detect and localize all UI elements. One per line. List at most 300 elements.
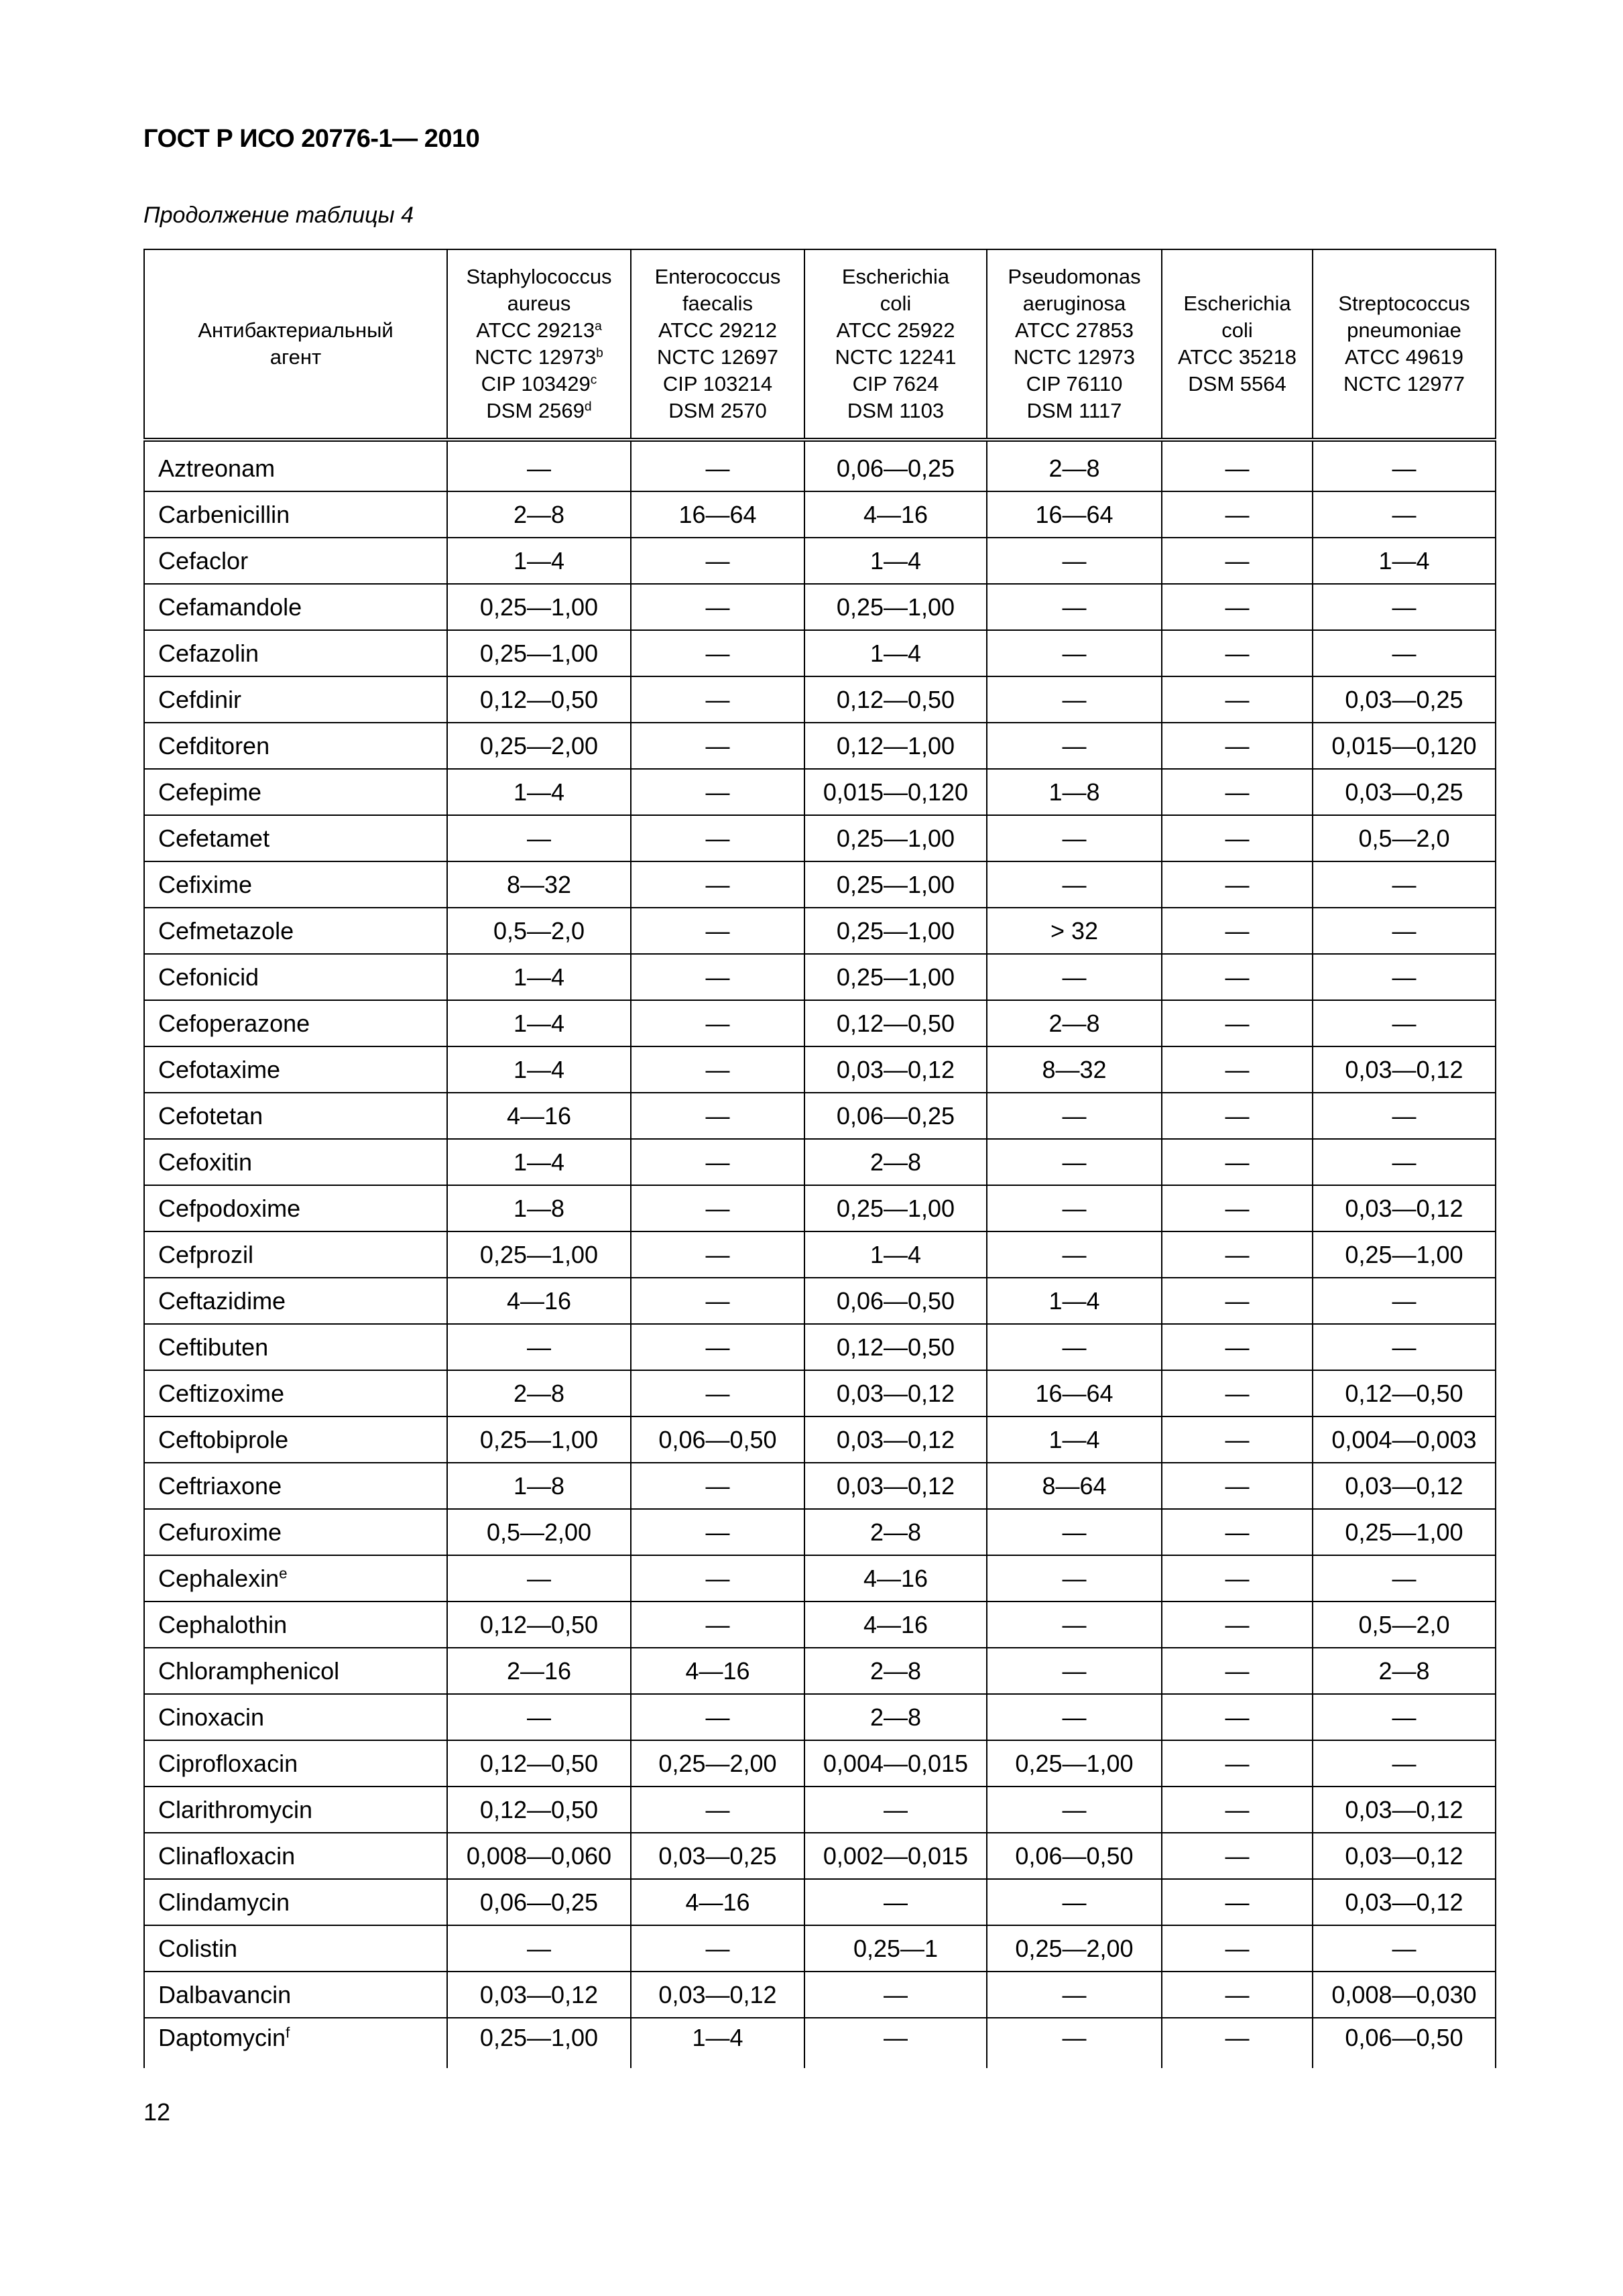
agent-name: Cephalexin xyxy=(158,1564,280,1592)
range-value-cell: — xyxy=(1162,1046,1313,1093)
agent-column-header xyxy=(144,249,447,440)
table-row xyxy=(144,954,1496,1000)
agent-name: Colistin xyxy=(158,1934,238,1962)
table-row xyxy=(144,630,1496,676)
range-value-cell: 0,12—1,00 xyxy=(804,723,987,769)
range-value-cell: — xyxy=(987,1324,1162,1370)
agent-name-cell xyxy=(144,1093,447,1139)
mic-ranges-table xyxy=(143,249,1496,2068)
organism-header-line xyxy=(987,317,1161,344)
agent-name-cell xyxy=(144,538,447,584)
range-value-cell: 0,12—0,50 xyxy=(447,1787,631,1833)
range-value-cell: 0,12—0,50 xyxy=(1313,1370,1496,1416)
organism-header-line xyxy=(448,398,630,424)
range-value-cell: 0,25—1,00 xyxy=(447,2018,631,2068)
range-value-cell: — xyxy=(1313,1093,1496,1139)
range-value-cell: 0,03—0,12 xyxy=(804,1370,987,1416)
range-value-cell: 0,25—1,00 xyxy=(447,1416,631,1463)
footnote-marker: d xyxy=(584,400,592,414)
range-value-cell: > 32 xyxy=(987,908,1162,954)
footnote-marker: c xyxy=(590,373,597,387)
agent-name: Ciprofloxacin xyxy=(158,1749,298,1777)
range-value-cell: 0,03—0,12 xyxy=(1313,1463,1496,1509)
agent-header-line: Антибактериальный xyxy=(198,318,394,342)
agent-name-cell xyxy=(144,1463,447,1509)
agent-name: Ceftriaxone xyxy=(158,1471,282,1500)
header-line-text: Enterococcus xyxy=(654,265,781,288)
table-row xyxy=(144,538,1496,584)
range-value-cell: — xyxy=(987,1602,1162,1648)
organism-header-line xyxy=(632,371,804,398)
range-value-cell: — xyxy=(1162,1740,1313,1787)
range-value-cell: — xyxy=(987,676,1162,723)
range-value-cell: 0,25—1,00 xyxy=(447,584,631,630)
range-value-cell: — xyxy=(987,1139,1162,1185)
organism-header-line xyxy=(805,398,986,424)
range-value-cell: 2—8 xyxy=(1313,1648,1496,1694)
header-line-text: aeruginosa xyxy=(1022,292,1126,315)
agent-name-cell xyxy=(144,1000,447,1046)
organism-header-line xyxy=(987,344,1161,371)
range-value-cell: 0,008—0,030 xyxy=(1313,1972,1496,2018)
range-value-cell: 1—8 xyxy=(447,1185,631,1231)
range-value-cell: — xyxy=(631,538,804,584)
header-line-text: NCTC 12697 xyxy=(657,345,778,369)
range-value-cell: 0,015—0,120 xyxy=(804,769,987,815)
range-value-cell: — xyxy=(1162,538,1313,584)
range-value-cell: — xyxy=(631,1694,804,1740)
table-row xyxy=(144,1509,1496,1555)
agent-name: Cefazolin xyxy=(158,639,259,667)
range-value-cell: 0,06—0,50 xyxy=(631,1416,804,1463)
range-value-cell: 16—64 xyxy=(987,491,1162,538)
range-value-cell: 2—8 xyxy=(804,1694,987,1740)
header-line-text: CIP 76110 xyxy=(1026,372,1123,396)
range-value-cell: — xyxy=(1313,861,1496,908)
range-value-cell: — xyxy=(631,1463,804,1509)
range-value-cell: 0,5—2,0 xyxy=(1313,815,1496,861)
header-line-text: Pseudomonas xyxy=(1008,265,1141,288)
agent-name-cell xyxy=(144,1185,447,1231)
table-row xyxy=(144,440,1496,491)
range-value-cell: — xyxy=(447,1324,631,1370)
organism-header-line xyxy=(1162,371,1312,398)
agent-name-cell xyxy=(144,723,447,769)
table-header-row xyxy=(144,249,1496,440)
agent-name-cell xyxy=(144,1509,447,1555)
agent-name-cell xyxy=(144,2018,447,2068)
range-value-cell: 0,03—0,12 xyxy=(447,1972,631,2018)
range-value-cell: — xyxy=(1162,1370,1313,1416)
table-body xyxy=(144,440,1496,2068)
range-value-cell: 0,5—2,00 xyxy=(447,1509,631,1555)
range-value-cell: — xyxy=(987,1787,1162,1833)
table-caption: Продолжение таблицы 4 xyxy=(143,202,414,228)
range-value-cell: — xyxy=(987,584,1162,630)
organism-header-line xyxy=(448,317,630,344)
range-value-cell: 1—4 xyxy=(447,1139,631,1185)
range-value-cell: 0,06—0,50 xyxy=(804,1278,987,1324)
organism-header-line xyxy=(1162,290,1312,317)
range-value-cell: 1—4 xyxy=(631,2018,804,2068)
table-row xyxy=(144,861,1496,908)
range-value-cell: 0,03—0,12 xyxy=(631,1972,804,2018)
range-value-cell: — xyxy=(631,954,804,1000)
range-value-cell: — xyxy=(1313,1278,1496,1324)
agent-name: Cefpodoxime xyxy=(158,1194,301,1222)
range-value-cell: — xyxy=(631,1324,804,1370)
header-line-text: ATCC 29213 xyxy=(476,318,595,342)
agent-name: Cinoxacin xyxy=(158,1703,265,1731)
agent-name-cell xyxy=(144,1694,447,1740)
organism-header-line xyxy=(805,263,986,290)
range-value-cell: — xyxy=(1162,1185,1313,1231)
header-line-text: ATCC 29212 xyxy=(658,318,777,342)
agent-name: Cefonicid xyxy=(158,963,259,991)
range-value-cell: 0,06—0,50 xyxy=(987,1833,1162,1879)
range-value-cell: — xyxy=(1313,1555,1496,1602)
range-value-cell: — xyxy=(1313,630,1496,676)
range-value-cell: — xyxy=(987,1648,1162,1694)
organism-header-line xyxy=(987,263,1161,290)
agent-name-cell xyxy=(144,1370,447,1416)
range-value-cell: — xyxy=(631,440,804,491)
table-row xyxy=(144,1231,1496,1278)
agent-name-cell xyxy=(144,954,447,1000)
table-row xyxy=(144,1370,1496,1416)
organism-header-line xyxy=(632,290,804,317)
range-value-cell: 4—16 xyxy=(447,1278,631,1324)
range-value-cell: 0,12—0,50 xyxy=(447,1740,631,1787)
range-value-cell: — xyxy=(987,1694,1162,1740)
agent-name: Carbenicillin xyxy=(158,500,290,528)
header-line-text: DSM 2569 xyxy=(486,399,585,422)
range-value-cell: — xyxy=(1313,440,1496,491)
range-value-cell: — xyxy=(1162,584,1313,630)
footnote-marker: b xyxy=(596,346,603,361)
range-value-cell: — xyxy=(1162,769,1313,815)
range-value-cell: 2—8 xyxy=(987,1000,1162,1046)
range-value-cell: — xyxy=(804,1879,987,1925)
range-value-cell: — xyxy=(987,815,1162,861)
table-row xyxy=(144,1555,1496,1602)
agent-name-cell xyxy=(144,1833,447,1879)
range-value-cell: — xyxy=(1162,2018,1313,2068)
agent-name-cell xyxy=(144,630,447,676)
range-value-cell: — xyxy=(1162,1463,1313,1509)
agent-name-cell xyxy=(144,1324,447,1370)
range-value-cell: 1—4 xyxy=(447,954,631,1000)
agent-name: Clindamycin xyxy=(158,1888,290,1916)
range-value-cell: — xyxy=(987,1231,1162,1278)
range-value-cell: — xyxy=(631,908,804,954)
agent-name-cell xyxy=(144,815,447,861)
agent-name: Clarithromycin xyxy=(158,1795,313,1823)
range-value-cell: — xyxy=(1162,861,1313,908)
range-value-cell: — xyxy=(1313,584,1496,630)
range-value-cell: 2—8 xyxy=(804,1139,987,1185)
range-value-cell: 0,015—0,120 xyxy=(1313,723,1496,769)
range-value-cell: — xyxy=(631,1046,804,1093)
range-value-cell: 0,25—2,00 xyxy=(987,1925,1162,1972)
organism-header-line xyxy=(805,371,986,398)
table-row xyxy=(144,676,1496,723)
range-value-cell: 1—8 xyxy=(987,769,1162,815)
range-value-cell: — xyxy=(1162,1787,1313,1833)
range-value-cell: 0,25—1,00 xyxy=(1313,1231,1496,1278)
agent-name-cell xyxy=(144,440,447,491)
range-value-cell: — xyxy=(1313,954,1496,1000)
range-value-cell: 2—8 xyxy=(804,1509,987,1555)
header-line-text: aureus xyxy=(507,292,571,315)
range-value-cell: — xyxy=(804,1787,987,1833)
range-value-cell: 0,06—0,25 xyxy=(804,440,987,491)
agent-name-cell xyxy=(144,1278,447,1324)
range-value-cell: 0,25—1,00 xyxy=(804,954,987,1000)
organism-header-line xyxy=(448,371,630,398)
range-value-cell: 1—4 xyxy=(804,1231,987,1278)
table-row xyxy=(144,1278,1496,1324)
range-value-cell: 0,03—0,12 xyxy=(804,1046,987,1093)
table-row xyxy=(144,1463,1496,1509)
range-value-cell: 1—4 xyxy=(447,1000,631,1046)
agent-name: Daptomycin xyxy=(158,2024,286,2051)
header-line-text: NCTC 12973 xyxy=(475,345,597,369)
range-value-cell: 0,25—1,00 xyxy=(987,1740,1162,1787)
agent-name: Chloramphenicol xyxy=(158,1656,340,1685)
range-value-cell: — xyxy=(1162,1093,1313,1139)
header-line-text: ATCC 49619 xyxy=(1345,345,1463,369)
range-value-cell: 1—4 xyxy=(987,1278,1162,1324)
range-value-cell: — xyxy=(631,584,804,630)
range-value-cell: — xyxy=(631,1278,804,1324)
range-value-cell: — xyxy=(631,861,804,908)
agent-name: Aztreonam xyxy=(158,454,276,482)
table-row xyxy=(144,815,1496,861)
range-value-cell: 2—8 xyxy=(987,440,1162,491)
range-value-cell: 0,002—0,015 xyxy=(804,1833,987,1879)
agent-name-cell xyxy=(144,1231,447,1278)
range-value-cell: 0,06—0,25 xyxy=(804,1093,987,1139)
agent-name-cell xyxy=(144,1787,447,1833)
range-value-cell: — xyxy=(1313,491,1496,538)
range-value-cell: 0,03—0,25 xyxy=(1313,676,1496,723)
range-value-cell: — xyxy=(447,1925,631,1972)
range-value-cell: — xyxy=(1162,1000,1313,1046)
range-value-cell: 0,25—1,00 xyxy=(804,1185,987,1231)
range-value-cell: 0,03—0,12 xyxy=(1313,1787,1496,1833)
range-value-cell: — xyxy=(447,1555,631,1602)
agent-name-cell xyxy=(144,1648,447,1694)
table-row xyxy=(144,1972,1496,2018)
range-value-cell: — xyxy=(987,861,1162,908)
agent-name-cell xyxy=(144,1740,447,1787)
range-value-cell: — xyxy=(631,1231,804,1278)
range-value-cell: — xyxy=(631,1000,804,1046)
agent-name-cell xyxy=(144,1602,447,1648)
header-line-text: NCTC 12241 xyxy=(835,345,957,369)
agent-name: Ceftazidime xyxy=(158,1286,286,1315)
range-value-cell: — xyxy=(1313,1324,1496,1370)
range-value-cell: — xyxy=(987,1555,1162,1602)
range-value-cell: — xyxy=(1162,1833,1313,1879)
range-value-cell: — xyxy=(1162,1278,1313,1324)
range-value-cell: — xyxy=(1162,630,1313,676)
table-row xyxy=(144,723,1496,769)
agent-name: Cefepime xyxy=(158,778,262,806)
range-value-cell: — xyxy=(631,769,804,815)
agent-name-cell xyxy=(144,769,447,815)
header-line-text: pneumoniae xyxy=(1347,318,1461,342)
range-value-cell: 0,004—0,015 xyxy=(804,1740,987,1787)
range-value-cell: 1—4 xyxy=(804,538,987,584)
organism-header-line xyxy=(1162,317,1312,344)
range-value-cell: 2—16 xyxy=(447,1648,631,1694)
agent-name-cell xyxy=(144,676,447,723)
range-value-cell: — xyxy=(1162,1694,1313,1740)
range-value-cell: 2—8 xyxy=(804,1648,987,1694)
organism-column-header xyxy=(631,249,804,440)
agent-name: Cefetamet xyxy=(158,824,270,852)
organism-header-line xyxy=(805,290,986,317)
agent-name-cell xyxy=(144,1416,447,1463)
range-value-cell: 0,25—2,00 xyxy=(447,723,631,769)
range-value-cell: — xyxy=(1162,1879,1313,1925)
organism-header-line xyxy=(448,290,630,317)
range-value-cell: 4—16 xyxy=(804,1555,987,1602)
range-value-cell: — xyxy=(631,1787,804,1833)
agent-name: Cephalothin xyxy=(158,1610,288,1638)
range-value-cell: 16—64 xyxy=(631,491,804,538)
range-value-cell: 0,03—0,12 xyxy=(1313,1879,1496,1925)
header-line-text: DSM 2570 xyxy=(668,399,767,422)
range-value-cell: — xyxy=(1162,1416,1313,1463)
range-value-cell: — xyxy=(1162,440,1313,491)
range-value-cell: — xyxy=(1313,1000,1496,1046)
agent-name: Cefoxitin xyxy=(158,1148,253,1176)
header-line-text: ATCC 35218 xyxy=(1178,345,1297,369)
range-value-cell: — xyxy=(631,1370,804,1416)
range-value-cell: — xyxy=(447,1694,631,1740)
range-value-cell: 16—64 xyxy=(987,1370,1162,1416)
organism-header-line xyxy=(987,290,1161,317)
range-value-cell: — xyxy=(631,676,804,723)
agent-name-cell xyxy=(144,1046,447,1093)
table-row xyxy=(144,584,1496,630)
range-value-cell: 4—16 xyxy=(631,1879,804,1925)
range-value-cell: — xyxy=(804,1972,987,2018)
organism-header-line xyxy=(1313,371,1495,398)
table-row xyxy=(144,1000,1496,1046)
agent-name: Cefamandole xyxy=(158,593,302,621)
range-value-cell: — xyxy=(631,1925,804,1972)
table-row xyxy=(144,1416,1496,1463)
range-value-cell: — xyxy=(1313,1740,1496,1787)
table-row xyxy=(144,1925,1496,1972)
range-value-cell: 1—4 xyxy=(804,630,987,676)
header-line-text: Staphylococcus xyxy=(466,265,612,288)
range-value-cell: 0,12—0,50 xyxy=(804,1324,987,1370)
agent-name: Cefprozil xyxy=(158,1240,254,1268)
range-value-cell: — xyxy=(631,1185,804,1231)
range-value-cell: 0,25—2,00 xyxy=(631,1740,804,1787)
range-value-cell: — xyxy=(1162,1555,1313,1602)
organism-column-header xyxy=(1162,249,1313,440)
range-value-cell: 2—8 xyxy=(447,491,631,538)
range-value-cell: — xyxy=(1162,723,1313,769)
range-value-cell: 0,5—2,0 xyxy=(1313,1602,1496,1648)
organism-header-line xyxy=(632,317,804,344)
range-value-cell: — xyxy=(631,1602,804,1648)
footnote-marker: a xyxy=(595,319,602,334)
organism-header-line xyxy=(805,317,986,344)
range-value-cell: 0,03—0,25 xyxy=(1313,769,1496,815)
table-row xyxy=(144,1046,1496,1093)
range-value-cell: — xyxy=(987,1093,1162,1139)
range-value-cell: — xyxy=(987,1185,1162,1231)
range-value-cell: — xyxy=(631,1139,804,1185)
header-line-text: Escherichia xyxy=(841,265,950,288)
range-value-cell: 1—4 xyxy=(987,1416,1162,1463)
range-value-cell: 4—16 xyxy=(447,1093,631,1139)
table-row xyxy=(144,1787,1496,1833)
range-value-cell: — xyxy=(631,723,804,769)
table-row xyxy=(144,491,1496,538)
range-value-cell: 0,25—1,00 xyxy=(447,1231,631,1278)
agent-name-cell xyxy=(144,491,447,538)
range-value-cell: 0,25—1,00 xyxy=(447,630,631,676)
agent-name: Clinafloxacin xyxy=(158,1841,296,1870)
range-value-cell: — xyxy=(1162,1925,1313,1972)
range-value-cell: — xyxy=(987,538,1162,584)
header-line-text: coli xyxy=(880,292,912,315)
agent-name-cell xyxy=(144,908,447,954)
range-value-cell: — xyxy=(631,815,804,861)
organism-header-line xyxy=(1162,344,1312,371)
header-line-text: CIP 103429 xyxy=(481,372,591,396)
header-line-text: faecalis xyxy=(682,292,754,315)
agent-name-cell xyxy=(144,1925,447,1972)
range-value-cell: — xyxy=(1313,1925,1496,1972)
agent-name-cell xyxy=(144,1139,447,1185)
table-row xyxy=(144,769,1496,815)
header-line-text: CIP 103214 xyxy=(662,372,773,396)
table-row xyxy=(144,2018,1496,2068)
agent-name-cell xyxy=(144,1972,447,2018)
range-value-cell: — xyxy=(1162,491,1313,538)
table-row xyxy=(144,1185,1496,1231)
range-value-cell: — xyxy=(987,1972,1162,2018)
agent-name: Cefdinir xyxy=(158,685,242,713)
range-value-cell: — xyxy=(1162,908,1313,954)
range-value-cell: 0,25—1,00 xyxy=(804,815,987,861)
header-line-text: DSM 1117 xyxy=(1026,399,1122,422)
range-value-cell: 0,25—1,00 xyxy=(804,584,987,630)
header-line-text: Escherichia xyxy=(1183,292,1291,315)
range-value-cell: 1—8 xyxy=(447,1463,631,1509)
table-row xyxy=(144,1324,1496,1370)
range-value-cell: 4—16 xyxy=(804,491,987,538)
range-value-cell: 0,12—0,50 xyxy=(447,1602,631,1648)
header-line-text: DSM 1103 xyxy=(847,399,945,422)
range-value-cell: — xyxy=(987,1879,1162,1925)
table-row xyxy=(144,1879,1496,1925)
agent-name: Cefotetan xyxy=(158,1101,263,1130)
agent-name-cell xyxy=(144,1555,447,1602)
footnote-marker: f xyxy=(286,2024,290,2041)
agent-name: Cefditoren xyxy=(158,731,270,760)
range-value-cell: 1—4 xyxy=(447,538,631,584)
